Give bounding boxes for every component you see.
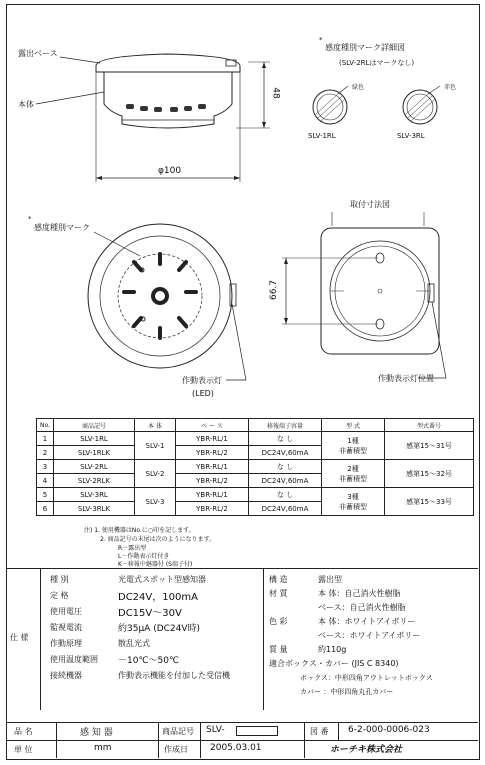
cell-no: 3 <box>37 460 54 474</box>
col-relay: 移報端子容量 <box>249 419 322 432</box>
tb-name-label: 品 名 <box>14 727 33 736</box>
cell-code: SLV-3RL <box>54 488 135 502</box>
type-mode: 非蓄積型 <box>339 474 367 483</box>
title-block-mid <box>6 740 478 741</box>
cell-body: SLV-2 <box>135 460 176 488</box>
dim-diameter: φ100 <box>158 166 182 176</box>
front-mark-label: 感度種別マーク <box>34 223 90 232</box>
spec-left-key: 接続機器 <box>50 671 82 680</box>
table-row <box>37 432 474 446</box>
tb-company-logo: ホーチキ株式会社 <box>330 745 403 755</box>
col-base: ベ ー ス <box>176 419 249 432</box>
dim-height: 48 <box>270 87 281 99</box>
spec-left-val: 約35μA (DC24V時) <box>118 624 201 634</box>
mounting-dim: 66.7 <box>269 279 280 301</box>
table-row <box>37 460 474 474</box>
cell-code: SLV-2RLK <box>54 474 135 488</box>
tb-div-2 <box>158 722 159 758</box>
note-1: 注) 1. 使用機器はNo.に○印を記します。 <box>84 527 195 534</box>
title-block-top <box>6 722 478 723</box>
box-line-1: ボックス：中形四角アウトレットボックス <box>300 674 433 682</box>
cell-relay: な し <box>249 488 322 502</box>
tb-div-3 <box>200 722 201 758</box>
col-code: 商品記号 <box>54 419 135 432</box>
spec-right-key: 質 量 <box>269 645 288 654</box>
spec-divider-left <box>40 568 41 710</box>
cell-body: SLV-3 <box>135 488 176 516</box>
col-no: No. <box>37 419 54 432</box>
type-class: 2種 <box>347 464 359 473</box>
tb-unit-value: mm <box>94 743 112 753</box>
spec-left-key: 使用温度範囲 <box>50 655 98 664</box>
spec-right-val: 本 体：自己消火性樹脂 <box>318 589 401 598</box>
spec-right-key: 構 造 <box>269 575 288 584</box>
table-row <box>37 488 474 502</box>
type-mode: 非蓄積型 <box>339 446 367 455</box>
front-view-drawing <box>0 190 300 390</box>
spec-left-key: 種 別 <box>50 575 69 584</box>
tb-code-blank <box>236 726 278 736</box>
spec-left-key: 監視電流 <box>50 623 82 632</box>
front-led-label: (LED) <box>192 389 214 398</box>
cell-no: 2 <box>37 446 54 460</box>
model-table-header <box>37 419 474 432</box>
cell-no: 6 <box>37 502 54 516</box>
note-4: L－作動表示灯付き <box>118 553 170 560</box>
cell-type-number: 感第15～33号 <box>385 488 474 516</box>
cell-code: SLV-3RLK <box>54 502 135 516</box>
spec-left-key: 使用電圧 <box>50 607 82 616</box>
tb-div-5 <box>338 722 339 740</box>
cell-base: YBR-RL/1 <box>176 460 249 474</box>
tb-div-1 <box>56 722 57 758</box>
cell-code: SLV-1RLK <box>54 446 135 460</box>
cell-relay: DC24V,60mA <box>249 502 322 516</box>
mounting-title: 取付寸法図 <box>350 200 390 209</box>
tb-drawing-label: 図 番 <box>310 727 329 736</box>
mark-detail-title: 感度種別マーク詳細図 <box>325 43 405 52</box>
mounting-lamp-label: 作動表示灯位置 <box>378 374 434 383</box>
spec-top-line <box>6 568 478 569</box>
front-mark-asterisk: * <box>28 215 32 223</box>
mark1-color-label: 緑色 <box>352 84 365 91</box>
cell-no: 4 <box>37 474 54 488</box>
mark-detail-asterisk: * <box>319 36 323 44</box>
mark1-name: SLV-1RL <box>308 132 336 140</box>
tb-date-value: 2005.03.01 <box>210 743 262 753</box>
cell-type <box>322 460 385 488</box>
spec-right-val: 約110g <box>318 645 347 654</box>
model-table <box>36 418 474 516</box>
mark-detail-circles <box>0 0 485 150</box>
tb-code-label: 商品記号 <box>162 727 194 736</box>
mark-detail-subtitle: (SLV-2RLはマークなし) <box>339 59 415 67</box>
col-body: 本 体 <box>135 419 176 432</box>
cell-relay: DC24V,60mA <box>249 446 322 460</box>
box-cover-title: 適合ボックス・カバー (JIS C 8340) <box>269 659 399 668</box>
cell-type-number: 感第15～31号 <box>385 432 474 460</box>
spec-right-val: 露出型 <box>318 575 342 584</box>
spec-right-val: 本 体：ホワイトアイボリー <box>318 617 416 626</box>
cell-relay: な し <box>249 432 322 446</box>
cell-type <box>322 432 385 460</box>
spec-left-val: 光電式スポット型感知器 <box>118 575 206 584</box>
tb-code-value: SLV- <box>206 725 225 735</box>
spec-left-val: DC24V，100mA <box>118 592 198 603</box>
cell-base: YBR-RL/2 <box>176 446 249 460</box>
spec-left-val: －10℃～50℃ <box>118 656 180 666</box>
cell-type <box>322 488 385 516</box>
tb-drawing-value: 6-2-000-0006-023 <box>348 725 430 735</box>
spec-left-val: 作動表示機能を付加した受信機 <box>118 671 230 680</box>
spec-right-key: 色 彩 <box>269 617 288 626</box>
mark2-name: SLV-3RL <box>397 132 425 140</box>
label-base: 露出ベース <box>18 49 58 58</box>
tb-name-value: 感 知 器 <box>80 728 113 738</box>
col-type: 型 式 <box>322 419 385 432</box>
cell-code: SLV-1RL <box>54 432 135 446</box>
note-2: 2. 商品記号の末尾は次のようになります。 <box>100 536 216 543</box>
spec-left-val: DC15V～30V <box>118 608 182 619</box>
cell-relay: DC24V,60mA <box>249 474 322 488</box>
tb-date-label: 作成日 <box>164 745 188 754</box>
spec-right-val: ベース：ホワイトアイボリー <box>318 631 421 640</box>
spec-left-key: 定 格 <box>50 591 69 600</box>
spec-left-key: 作動原理 <box>50 639 82 648</box>
mounting-drawing <box>260 210 480 400</box>
spec-divider-mid <box>263 568 264 710</box>
type-class: 3種 <box>347 492 359 501</box>
spec-right-val: ベース：自己消火性樹脂 <box>318 603 406 612</box>
cell-code: SLV-2RL <box>54 460 135 474</box>
mark2-color-label: 赤色 <box>444 84 457 91</box>
cell-base: YBR-RL/2 <box>176 474 249 488</box>
cell-base: YBR-RL/1 <box>176 488 249 502</box>
cell-body: SLV-1 <box>135 432 176 460</box>
cell-base: YBR-RL/2 <box>176 502 249 516</box>
tb-div-4 <box>304 722 305 758</box>
type-class: 1種 <box>347 436 359 445</box>
col-type-number: 型式番号 <box>385 419 474 432</box>
front-lamp-label: 作動表示灯 <box>182 376 222 385</box>
tb-unit-label: 単 位 <box>14 745 33 754</box>
spec-section-label: 仕 様 <box>10 633 29 642</box>
box-line-2: カバー ：中形四角丸孔カバー <box>300 688 394 696</box>
note-3: R－露出型 <box>118 545 147 552</box>
spec-right-key: 材 質 <box>269 589 288 598</box>
spec-left-val: 散乱光式 <box>118 639 150 648</box>
cell-no: 1 <box>37 432 54 446</box>
type-mode: 非蓄積型 <box>339 502 367 511</box>
cell-no: 5 <box>37 488 54 502</box>
cell-base: YBR-RL/1 <box>176 432 249 446</box>
note-5: K－移報中継器付 (S端子付) <box>118 561 193 568</box>
cell-relay: な し <box>249 460 322 474</box>
cell-type-number: 感第15～32号 <box>385 460 474 488</box>
label-body: 本体 <box>18 100 34 109</box>
